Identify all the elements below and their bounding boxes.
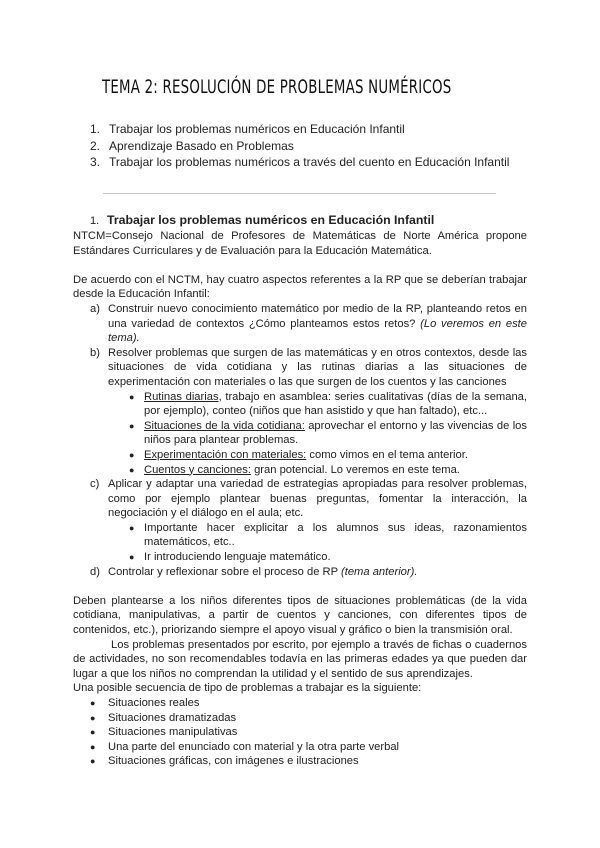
underlined-term: Cuentos y canciones: <box>144 463 251 476</box>
bullet-icon: ● <box>129 464 135 475</box>
sub-list-item <box>73 550 527 565</box>
section-heading <box>90 213 434 227</box>
bullet-icon: ● <box>90 712 96 723</box>
bullet-icon: ● <box>129 391 135 402</box>
sequence-text: Situaciones manipulativas <box>108 726 238 739</box>
paragraph: Deben plantearse a los niños diferentes tipos de situaciones problemáticas (de la vida cotidiana, manipulativas, a partir de cuentos y canciones, con diferentes tipos de contenidos, etc.), priorizando siempre el apoyo visual y gráfico o bien la transmisión oral. <box>73 594 527 637</box>
underlined-term: Situaciones de la vida cotidiana: <box>144 419 305 432</box>
underlined-term: Experimentación con materiales: <box>144 448 307 461</box>
sequence-text: Una parte del enunciado con material y la otra parte verbal <box>108 740 400 753</box>
bullet-icon: ● <box>129 420 135 431</box>
toc-text: Aprendizaje Basado en Problemas <box>109 138 294 153</box>
toc-text: Trabajar los problemas numéricos en Educación Infantil <box>109 122 405 136</box>
sub-list-item <box>73 463 527 478</box>
sequence-item <box>73 754 527 769</box>
bullet-icon: ● <box>90 756 96 767</box>
sub-item-text: , trabajo en asamblea: series cualitativas (días de la semana, por ejemplo), conteo (niños que han asistido y que han faltado), etc... <box>144 390 528 418</box>
list-marker: b) <box>90 346 100 359</box>
sequence-text: Situaciones gráficas, con imágenes e ilustraciones <box>108 755 359 768</box>
list-item-emphasis: (Lo veremos en este tema). <box>108 317 528 345</box>
list-item-text: Controlar y reflexionar sobre el proceso de RP <box>108 565 338 578</box>
list-item-b <box>73 346 527 390</box>
paragraph: Los problemas presentados por escrito, por ejemplo a través de fichas o cuadernos de actividades, no son recomendables todavía en las primeras edades ya que pueden dar lugar a que los niños no comprendan la utilidad y el sentido de sus aprendizajes. <box>73 638 527 680</box>
table-of-contents <box>90 121 509 171</box>
sub-item-text: aprovechar el entorno y las vivencias de los niños para plantear problemas. <box>144 419 527 447</box>
sequence-text: Situaciones reales <box>108 697 200 709</box>
paragraph: Una posible secuencia de tipo de problemas a trabajar es la siguiente: <box>73 682 422 695</box>
bullet-icon: ● <box>90 741 96 752</box>
sub-item-text: Importante hacer explicitar a los alumnos sus ideas, razonamientos matemáticos, etc.. <box>144 521 527 549</box>
sequence-item <box>73 725 527 740</box>
page-title: TEMA 2: RESOLUCIÓN DE PROBLEMAS NUMÉRICOS <box>102 76 452 98</box>
toc-item <box>90 154 509 171</box>
list-item-a <box>73 302 527 346</box>
toc-number: 2. <box>90 138 101 153</box>
horizontal-divider <box>103 193 496 194</box>
bullet-icon: ● <box>90 698 96 708</box>
sequence-item <box>73 740 527 755</box>
list-item-c <box>73 477 527 521</box>
intro-paragraph: De acuerdo con el NCTM, hay cuatro aspectos referentes a la RP que se deberían trabajar desde la Educación Infantil: <box>73 273 527 301</box>
toc-number: 3. <box>90 155 101 169</box>
bullet-icon: ● <box>129 449 135 460</box>
sub-list-item <box>73 521 527 550</box>
toc-item <box>90 138 509 155</box>
toc-text: Trabajar los problemas numéricos a través del cuento en Educación Infantil <box>109 155 510 169</box>
bullet-icon: ● <box>90 727 96 738</box>
toc-number: 1. <box>90 122 101 136</box>
list-item-text: Construir nuevo conocimiento matemático por medio de la RP, planteando retos en una variedad de contextos ¿Cómo planteamos estos retos? <box>108 302 527 330</box>
sub-list-item <box>73 419 527 448</box>
sub-list-item <box>73 390 527 419</box>
list-marker: d) <box>90 565 100 578</box>
sequence-item <box>73 711 527 726</box>
sub-list-item <box>73 448 527 463</box>
list-marker: a) <box>90 302 100 315</box>
section-body <box>73 229 527 769</box>
sequence-item <box>73 696 527 711</box>
list-item-text: Resolver problemas que surgen de las matemáticas y en otros contextos, desde las situaciones de vida cotidiana y las rutinas diarias a las situaciones de experimentación con materiales o las que surgen de los cuentos y las canciones <box>108 346 527 388</box>
section-heading-text: Trabajar los problemas numéricos en Educación Infantil <box>107 213 435 227</box>
list-item-text: Aplicar y adaptar una variedad de estrategias apropiadas para resolver problemas, como por ejemplo plantear buenas preguntas, fomentar la interacción, la negociación y el diálogo en el aula; etc. <box>108 478 527 520</box>
section-number: 1. <box>90 215 100 227</box>
sub-item-text: como vimos en el tema anterior. <box>306 448 468 461</box>
bullet-icon: ● <box>129 522 135 533</box>
toc-item <box>90 121 509 138</box>
sub-item-text: Ir introduciendo lenguaje matemático. <box>144 551 331 564</box>
list-item-emphasis: (tema anterior). <box>340 565 418 578</box>
list-marker: c) <box>90 478 100 491</box>
list-item-d <box>73 565 527 580</box>
ntcm-paragraph: NTCM=Consejo Nacional de Profesores de Matemáticas de Norte América propone Estándares Curriculares y de Evaluación para la Educación Matemática. <box>73 230 527 257</box>
sub-item-text: gran potencial. Lo veremos en este tema. <box>250 463 460 476</box>
sequence-text: Situaciones dramatizadas <box>108 711 237 724</box>
underlined-term: Rutinas diarias <box>144 390 219 403</box>
bullet-icon: ● <box>129 552 135 563</box>
